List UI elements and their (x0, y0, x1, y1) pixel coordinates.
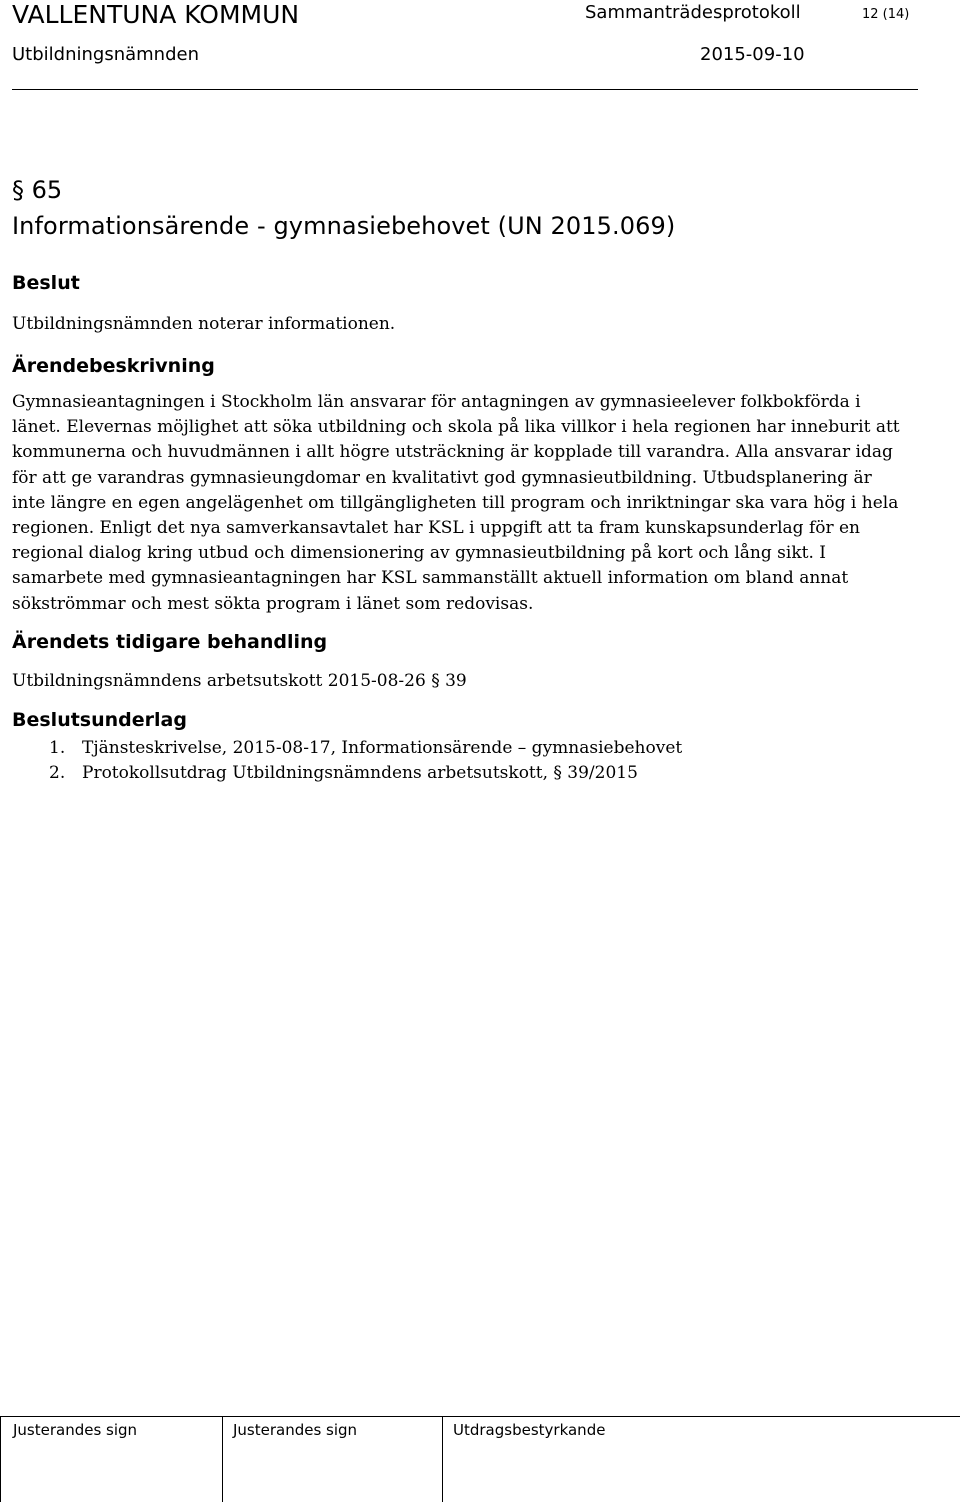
paragraph-number: § 65 (12, 176, 63, 204)
certification-label: Utdragsbestyrkande (453, 1421, 606, 1439)
list-item-text: Tjänsteskrivelse, 2015-08-17, Informationsärende – gymnasiebehovet (82, 738, 683, 758)
signature-label: Justerandes sign (233, 1421, 358, 1439)
list-item-text: Protokollsutdrag Utbildningsnämndens arbetsutskott, § 39/2015 (82, 763, 638, 783)
body-line: Gymnasieantagningen i Stockholm län ansvarar för antagningen av gymnasieelever folkbokförda i (12, 392, 861, 412)
beslut-text: Utbildningsnämnden noterar informationen. (12, 314, 396, 334)
body-line: regionen. Enligt det nya samverkansavtalet har KSL i uppgift att ta fram kunskapsunderlag för en (12, 518, 861, 539)
arendebeskrivning-heading: Ärendebeskrivning (12, 355, 215, 377)
body-line: regional dialog kring utbud och dimensionering av gymnasieutbildning på kort och lång sikt. I (12, 543, 826, 564)
list-item-number: 2. (49, 763, 66, 783)
beslutsunderlag-heading: Beslutsunderlag (12, 709, 187, 731)
body-line: inte längre en egen angelägenhet om tillgängligheten till program och inriktningar ska vara hög i hela (12, 492, 899, 513)
arendebeskrivning-body (12, 390, 942, 617)
tidigare-text: Utbildningsnämndens arbetsutskott 2015-08-26 § 39 (12, 671, 467, 691)
item-title: Informationsärende - gymnasiebehovet (UN 2015.069) (12, 212, 676, 240)
signature-box (222, 1416, 442, 1502)
tidigare-heading: Ärendets tidigare behandling (12, 631, 328, 653)
meeting-date: 2015-09-10 (700, 44, 805, 65)
certification-box (442, 1416, 960, 1502)
body-line: sökströmmar och mest sökta program i länet som redovisas. (12, 593, 534, 614)
signature-box (0, 1416, 222, 1502)
document-type: Sammanträdesprotokoll (585, 2, 801, 23)
page-number: 12 (14) (862, 7, 910, 22)
signature-label: Justerandes sign (13, 1421, 138, 1439)
body-line: samarbete med gymnasieantagningen har KSL sammanställt aktuell information om bland annat (12, 568, 849, 589)
body-line: för att ge varandras gymnasieungdomar en kvalitativt god gymnasieutbildning. Utbudsplanering är (12, 467, 872, 488)
header-divider (12, 89, 918, 90)
board-name: Utbildningsnämnden (12, 44, 199, 65)
organization-name: VALLENTUNA KOMMUN (12, 0, 300, 29)
beslut-heading: Beslut (12, 272, 80, 294)
body-line: kommunerna och huvudmännen i allt högre utsträckning är kopplade till varandra. Alla ansvarar idag (12, 442, 893, 463)
body-line: länet. Elevernas möjlighet att söka utbildning och skola på lika villkor i hela regionen har inneburit att (12, 417, 900, 438)
list-item-number: 1. (49, 738, 66, 758)
